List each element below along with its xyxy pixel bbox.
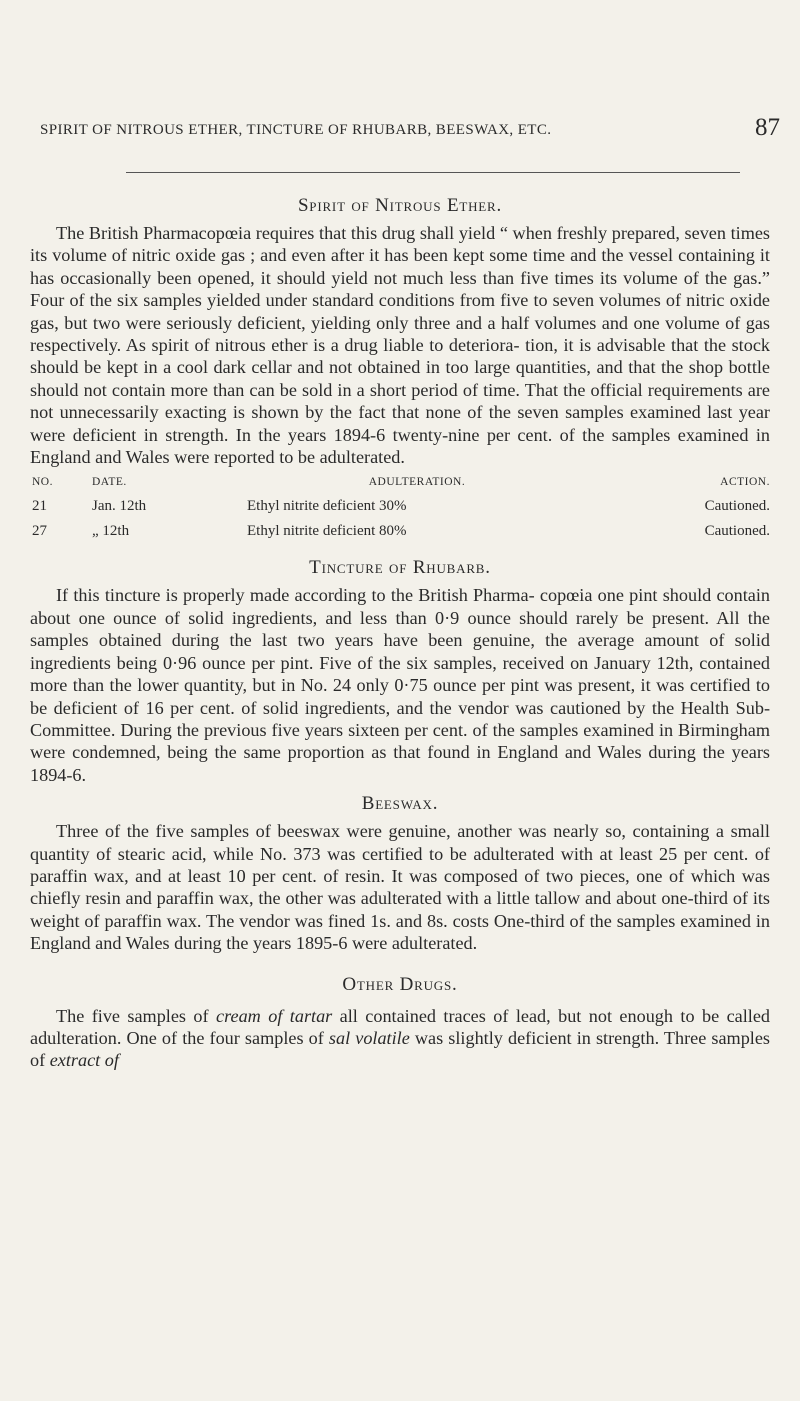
header-action: ACTION.: [720, 476, 770, 489]
table-header-row: [30, 476, 770, 498]
cell-action: Cautioned.: [704, 523, 770, 540]
running-head-text: SPIRIT OF NITROUS ETHER, TINCTURE OF RHUBARB, BEESWAX, ETC.: [40, 122, 552, 138]
paragraph-nitrous-ether: The British Pharmacopœia requires that this drug shall yield “ when freshly prepared, seven times its volume of nitric oxide gas ; and even after it has been kept some time and the vessel containing it has occasionally been opened, it should yield not much less than five times its volume of the gas.” Four of the six samples yielded under standard conditions from five to seven volumes of nitric oxide gas, but two were seriously deficient, yielding only three and a half volumes and one volume of gas respectively. As spirit of nitrous ether is a drug liable to deteriora- tion, it is advisable that the stock should be kept in a cool dark cellar and not obtained in too large quantities, and that the shop bottle should not contain more than can be sold in a short period of time. That the official requirements are not unnecessarily exacting is shown by the fact that none of the seven samples examined last year were deficient in strength. In the years 1894-6 twenty-nine per cent. of the samples examined in England and Wales were reported to be adulterated.: [30, 223, 770, 468]
text-run: was slightly deficient in strength. Three samples of: [30, 1027, 771, 1071]
cell-date: Jan. 12th: [92, 498, 147, 515]
paragraph-beeswax: Three of the five samples of beeswax were genuine, another was nearly so, containing a small quantity of stearic acid, while No. 373 was certified to be adulterated with at least 25 per cent. of paraffin wax, and at least 10 per cent. of resin. It was composed of two pieces, one of which was chiefly resin and paraffin wax, the other was adulterated with a little tallow and about one-third of its weight of paraffin wax. The vendor was fined 1s. and 8s. costs One-third of the samples examined in England and Wales during the years 1895-6 were adulterated.: [30, 821, 770, 954]
text-run: The five samples of: [56, 1005, 217, 1026]
table-row: [30, 523, 770, 548]
section-heading-other-drugs: Other Drugs.: [342, 973, 458, 995]
cell-no: 21: [32, 498, 47, 515]
header-date: DATE.: [92, 476, 127, 489]
italic-run: cream of tartar: [216, 1005, 333, 1026]
section-heading-beeswax: Beeswax.: [361, 793, 439, 815]
running-head: [40, 114, 780, 141]
italic-run: sal volatile: [328, 1027, 410, 1048]
adulteration-table: [30, 476, 770, 548]
cell-adulteration: Ethyl nitrite deficient 80%: [247, 523, 407, 540]
cell-adulteration: Ethyl nitrite deficient 30%: [247, 498, 407, 515]
section-heading-nitrous-ether: Spirit of Nitrous Ether.: [297, 195, 503, 216]
cell-date: „ 12th: [92, 523, 130, 540]
table-row: [30, 498, 770, 523]
italic-run: extract of: [49, 1050, 119, 1071]
cell-action: Cautioned.: [704, 498, 770, 515]
header-adulteration: ADULTERATION.: [368, 476, 466, 489]
page-number: 87: [755, 114, 780, 141]
paragraph-rhubarb: If this tincture is properly made according to the British Pharma- copœia one pint should contain about one ounce of solid ingredients, and less than 0·9 ounce should rarely be present. All the samples obtained during the last two years have been genuine, the average amount of solid ingredients being 0·96 ounce per pint. Five of the six samples, received on January 12th, contained more than the lower quantity, but in No. 24 only 0·75 ounce per pint was present, it was certified to be deficient of 16 per cent. of solid ingredients, and the vendor was cautioned by the Health Sub-Committee. During the previous five years sixteen per cent. of the samples examined in Birmingham were condemned, being the same proportion as that found in England and Wales during the years 1894-6.: [30, 585, 770, 785]
section-heading-rhubarb: Tincture of Rhubarb.: [309, 557, 491, 579]
header-no: NO.: [32, 476, 53, 489]
text-run: all contained traces of lead, but not enough to be called adulteration. One of the four samples of: [30, 1005, 770, 1048]
header-rule: [126, 172, 740, 173]
paragraph-other-drugs: [30, 1005, 770, 1072]
cell-no: 27: [32, 523, 47, 540]
page-body: [30, 190, 770, 1072]
